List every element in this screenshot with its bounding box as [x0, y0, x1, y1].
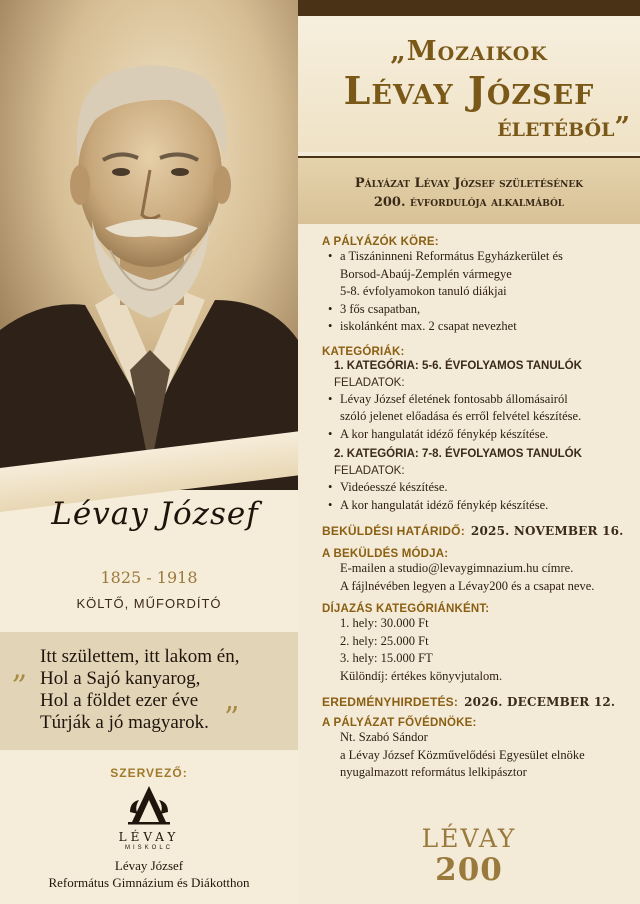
prize-second: 2. hely: 25.000 Ft	[340, 633, 429, 648]
category-2-title: 2. KATEGÓRIA: 7-8. ÉVFOLYAMOS TANULÓK	[334, 448, 582, 460]
submission-heading: A BEKÜLDÉS MÓDJA:	[322, 548, 449, 560]
prize-third: 3. hely: 15.000 FT	[340, 651, 433, 665]
organizer-name-line1: Lévay József	[114, 858, 184, 873]
top-bar	[298, 0, 640, 16]
patron-title: a Lévay József Közművelődési Egyesület elnöke	[340, 747, 585, 762]
patron-heading: A PÁLYÁZAT FŐVÉDNÖKE:	[322, 717, 477, 729]
category-1-task: • Lévay József életének fontosabb állomásairól	[322, 391, 638, 409]
organizer-name-line2: Református Gimnázium és Diákotthon	[48, 875, 250, 890]
deadline-value: 2025. NOVEMBER 16.	[470, 524, 624, 538]
organizer-logo-name: LÉVAY	[118, 830, 180, 844]
organizer-label: SZERVEZŐ:	[110, 766, 188, 780]
organizer-name	[0, 857, 298, 891]
submission-line: A fájlnévében legyen a Lévay200 és a csapat neve.	[340, 578, 595, 593]
poem-quote	[0, 632, 298, 750]
organizer-logo-icon	[124, 782, 174, 826]
applicants-line: Borsod-Abaúj-Zemplén vármegye	[340, 266, 512, 281]
category-1-tasks-label: FELADATOK:	[334, 376, 405, 389]
categories-heading: KATEGÓRIÁK:	[322, 345, 405, 358]
title-line1: „Mozaikok	[390, 36, 548, 67]
poem-line: Hol a földet ezer éve	[40, 690, 199, 711]
life-years: 1825 - 1918	[100, 568, 198, 587]
subtitle-line1: Pályázat Lévay József születésének	[354, 176, 584, 191]
signature: Lévay József	[51, 496, 259, 532]
category-1-task-line: szóló jelenet előadása és erről felvétel készítése.	[340, 409, 582, 423]
brand-logo	[298, 824, 640, 887]
results-value: 2026. DECEMBER 12.	[464, 695, 616, 709]
poet-role: KÖLTŐ, MŰFORDÍTÓ	[76, 596, 222, 611]
subtitle-band	[298, 156, 640, 224]
right-column	[298, 0, 640, 904]
subtitle	[298, 174, 640, 212]
results-row	[322, 695, 638, 709]
left-column	[0, 0, 298, 904]
subtitle-line2: 200. évfordulója alkalmából	[373, 195, 565, 210]
portrait-illustration	[0, 0, 298, 490]
patron-name: Nt. Szabó Sándor	[340, 730, 428, 744]
quote-open-mark: „	[12, 651, 28, 686]
applicants-heading: A PÁLYÁZÓK KÖRE:	[322, 236, 439, 248]
poem-line: Hol a Sajó kanyarog,	[40, 668, 201, 689]
prizes-heading: DÍJAZÁS KATEGÓRIÁNKÉNT:	[322, 603, 490, 615]
category-2-tasks-label: FELADATOK:	[334, 465, 405, 477]
brand-name: LÉVAY	[421, 824, 517, 853]
category-2-task: • A kor hangulatát idéző fénykép készítése.	[322, 497, 638, 515]
category-1-task: • A kor hangulatát idéző fénykép készítése.	[322, 426, 638, 444]
title-line3: életéből”	[497, 112, 630, 143]
category-1-title: 1. KATEGÓRIA: 5-6. ÉVFOLYAMOS TANULÓK	[334, 359, 582, 372]
submission-line: E-mailen a studio@levaygimnazium.hu címre.	[340, 561, 574, 575]
applicants-bullet: • a Tiszáninneni Református Egyházkerület és	[322, 248, 638, 266]
poem-line: Itt születtem, itt lakom én,	[40, 646, 240, 667]
brand-number: 200	[435, 852, 503, 888]
deadline-heading: BEKÜLDÉSI HATÁRIDŐ:	[322, 524, 465, 538]
prize-first: 1. hely: 30.000 Ft	[340, 616, 429, 630]
content	[322, 236, 638, 782]
applicants-bullet: • 3 fős csapatban,	[322, 301, 638, 319]
results-heading: EREDMÉNYHIRDETÉS:	[322, 695, 459, 709]
poem-lines	[40, 646, 296, 734]
category-2-task: • Videóesszé készítése.	[322, 479, 638, 497]
quote-close-mark: ”	[224, 701, 240, 736]
deadline-row	[322, 524, 638, 538]
applicants-line: 5-8. évfolyamokon tanuló diákjai	[340, 284, 507, 298]
title-area	[298, 16, 640, 152]
portrait-photo	[0, 0, 298, 490]
organizer-logo-city: MISKOLC	[124, 845, 173, 851]
applicants-bullet: • iskolánként max. 2 csapat nevezhet	[322, 318, 638, 336]
poem-line: Túrják a jó magyarok.	[40, 712, 209, 733]
title-line2: Lévay József	[343, 68, 595, 113]
patron-title: nyugalmazott református lelkipásztor	[340, 765, 527, 779]
prize-special: Különdíj: értékes könyvjutalom.	[340, 668, 503, 683]
